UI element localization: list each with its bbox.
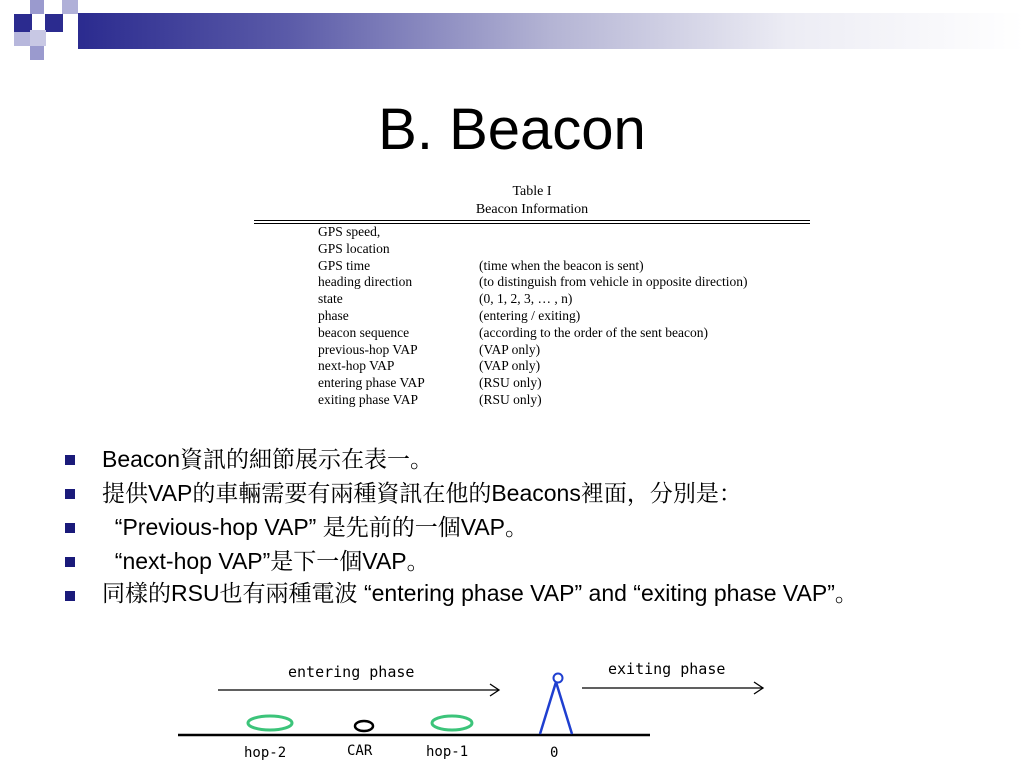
vehicle-hop-1-icon — [432, 716, 472, 730]
field-note: (time when the beacon is sent) — [479, 257, 644, 273]
table-rule — [254, 220, 810, 221]
entering-phase-label: entering phase — [288, 663, 415, 681]
car-icon — [355, 721, 373, 731]
bullet-text: “Previous-hop VAP” 是先前的一個VAP。 — [102, 514, 529, 540]
field-note: (0, 1, 2, 3, … , n) — [479, 291, 573, 307]
bullet-square-icon — [65, 591, 75, 601]
field-name: GPS speed, — [318, 224, 381, 239]
field-name: next-hop VAP — [318, 358, 395, 374]
field-name: beacon sequence — [318, 324, 410, 340]
bullet-square-icon — [65, 489, 75, 499]
field-name: exiting phase VAP — [318, 391, 419, 407]
node-label-rsu: 0 — [550, 745, 559, 761]
deco-square — [30, 0, 44, 14]
exiting-phase-label: exiting phase — [608, 660, 726, 678]
phase-diagram-svg — [170, 650, 790, 768]
phase-diagram — [170, 650, 790, 768]
header-gradient-band — [78, 13, 1024, 49]
slide-title: B. Beacon — [378, 97, 646, 162]
deco-square — [30, 46, 44, 60]
field-name: entering phase VAP — [318, 375, 425, 391]
field-name: state — [318, 291, 343, 307]
deco-square — [45, 14, 63, 32]
field-name: previous-hop VAP — [318, 341, 418, 357]
field-note: (VAP only) — [479, 341, 541, 357]
field-note: (entering / exiting) — [479, 307, 581, 323]
bullet-text: Beacon資訊的細節展示在表一。 — [102, 446, 434, 472]
slide-header-decoration — [0, 0, 1024, 62]
rsu-antenna-icon — [554, 674, 563, 683]
table-caption-title: Beacon Information — [475, 202, 589, 217]
field-name: GPS location — [318, 240, 390, 256]
bullet-text: 同樣的RSU也有兩種電波 “entering phase VAP” and “exiting phase VAP”。 — [102, 580, 858, 606]
node-label-hop-1: hop-1 — [426, 744, 469, 760]
bullet-text: “next-hop VAP”是下一個VAP。 — [102, 548, 430, 574]
rsu-tower-icon — [540, 682, 572, 734]
field-name: heading direction — [318, 274, 413, 290]
field-note: (RSU only) — [479, 391, 542, 407]
field-note: (according to the order of the sent beacon) — [479, 324, 709, 340]
list-item — [62, 478, 962, 508]
node-label-hop-2: hop-2 — [244, 745, 287, 761]
list-item — [62, 546, 962, 576]
deco-square — [62, 0, 78, 14]
bullet-list — [62, 444, 962, 610]
bullet-square-icon — [65, 523, 75, 533]
table-caption-number: Table I — [512, 184, 552, 199]
deco-square — [14, 32, 30, 46]
vehicle-hop-2-icon — [248, 716, 292, 730]
field-note: (to distinguish from vehicle in opposite direction) — [479, 274, 748, 290]
list-item — [62, 444, 962, 474]
bullet-text: 提供VAP的車輛需要有兩種資訊在他的Beacons裡面，分別是： — [102, 480, 742, 506]
field-note: (VAP only) — [479, 358, 541, 374]
node-label-car: CAR — [347, 743, 373, 759]
list-item — [62, 580, 962, 606]
list-item — [62, 512, 962, 542]
bullet-square-icon — [65, 557, 75, 567]
field-name: GPS time — [318, 257, 371, 273]
bullet-square-icon — [65, 455, 75, 465]
field-name: phase — [318, 307, 349, 323]
deco-square — [30, 30, 46, 46]
field-note: (RSU only) — [479, 375, 542, 391]
